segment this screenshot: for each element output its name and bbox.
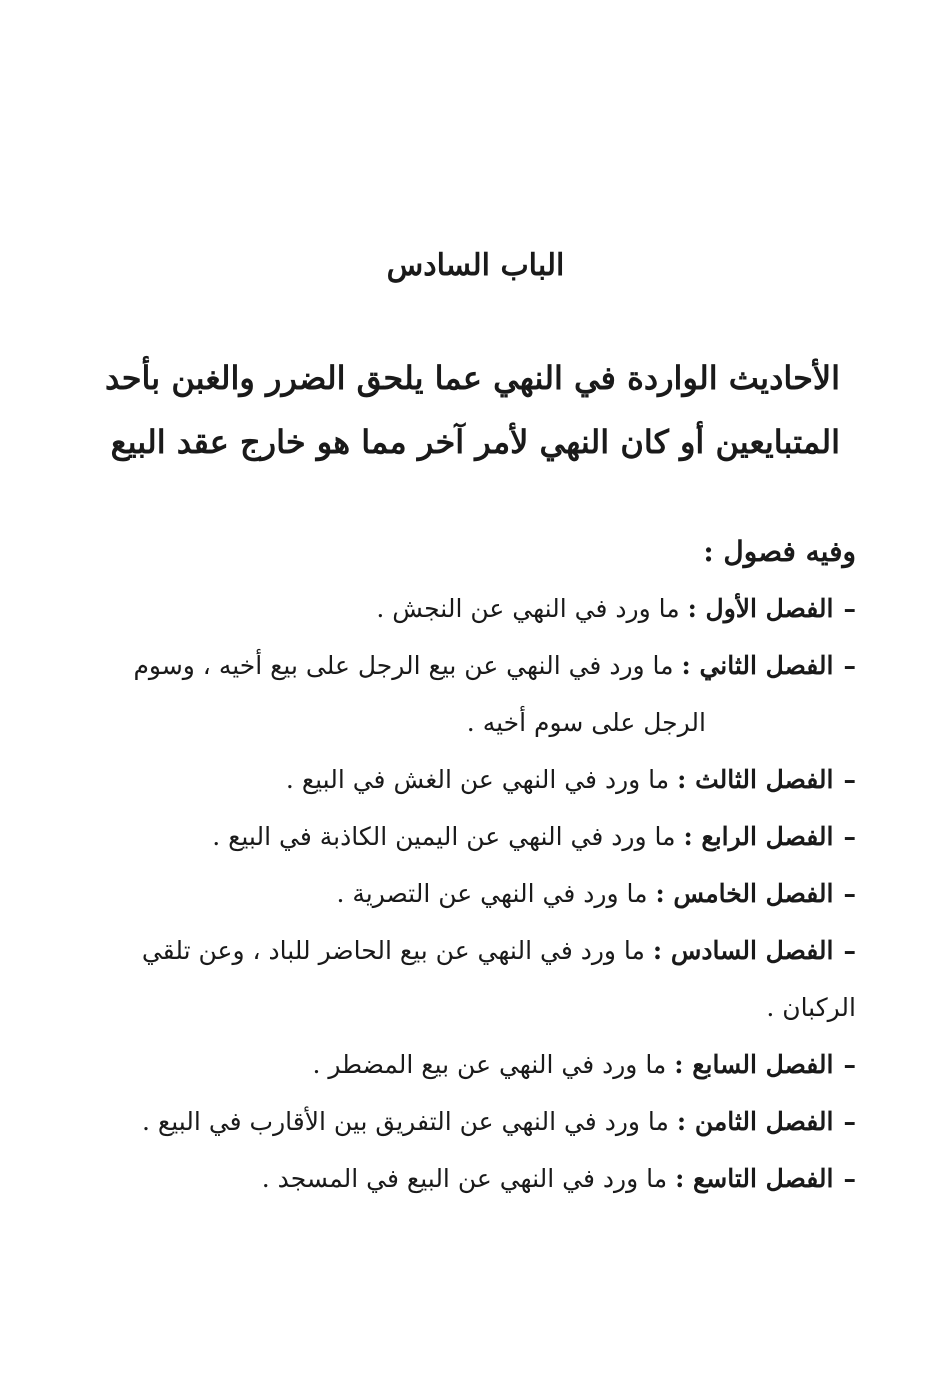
section-text: ما ورد في النهي عن التفريق بين الأقارب في البيع . [142, 1107, 669, 1136]
section-label: الفصل الرابع : [683, 822, 834, 851]
section-text: ما ورد في النهي عن بيع الحاضر للباد ، وعن تلقي الركبان . [141, 936, 856, 1022]
section-text-continuation: الرجل على سوم أخيه . [466, 708, 706, 737]
section-item [126, 865, 856, 922]
chapter-title-line-1: الأحاديث الواردة في النهي عما يلحق الضرر والغبن بأحد [104, 359, 840, 397]
list-dash: – [843, 651, 856, 680]
section-item [126, 1093, 856, 1150]
section-item [126, 1150, 856, 1207]
section-label: الفصل السادس : [652, 936, 834, 965]
section-item [126, 751, 856, 808]
section-item [126, 1036, 856, 1093]
sections-list [126, 580, 856, 1207]
sections-intro: وفيه فصول : [703, 535, 856, 568]
section-text: ما ورد في النهي عن بيع المضطر . [312, 1050, 667, 1079]
section-item [126, 808, 856, 865]
section-item [126, 580, 856, 637]
list-dash: – [843, 1164, 856, 1193]
list-dash: – [843, 1050, 856, 1079]
section-text: ما ورد في النهي عن الغش في البيع . [285, 765, 670, 794]
section-label: الفصل الخامس : [655, 879, 834, 908]
list-dash: – [843, 879, 856, 908]
list-dash: – [843, 594, 856, 623]
section-text: ما ورد في النهي عن اليمين الكاذبة في البيع . [212, 822, 676, 851]
section-text: ما ورد في النهي عن النجش . [376, 594, 680, 623]
chapter-heading: الباب السادس [386, 248, 565, 283]
chapter-title-line-2: المتبايعين أو كان النهي لأمر آخر مما هو خارج عقد البيع [110, 423, 840, 461]
section-label: الفصل الثامن : [676, 1107, 834, 1136]
section-text: ما ورد في النهي عن بيع الرجل على بيع أخيه ، وسوم [133, 651, 674, 680]
section-label: الفصل الثاني : [681, 651, 834, 680]
list-dash: – [843, 765, 856, 794]
section-item [126, 637, 856, 751]
section-text: ما ورد في النهي عن البيع في المسجد . [261, 1164, 668, 1193]
section-label: الفصل الأول : [687, 594, 834, 623]
section-label: الفصل الثالث : [677, 765, 834, 794]
list-dash: – [843, 936, 856, 965]
list-dash: – [843, 822, 856, 851]
chapter-title [104, 346, 840, 474]
section-text: ما ورد في النهي عن التصرية . [336, 879, 648, 908]
section-label: الفصل السابع : [674, 1050, 834, 1079]
section-item [126, 922, 856, 1036]
section-label: الفصل التاسع : [675, 1164, 834, 1193]
list-dash: – [843, 1107, 856, 1136]
